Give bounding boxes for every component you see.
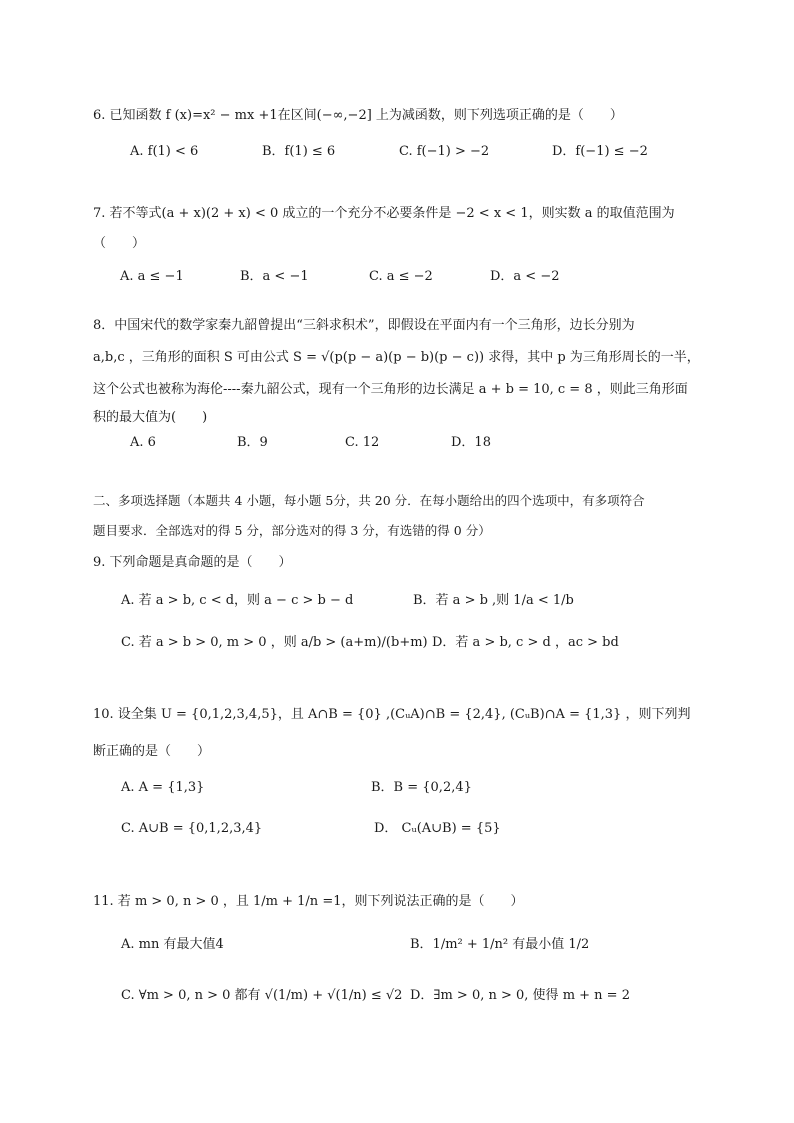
question-10-stem: 10. 设全集 U = {0,1,2,3,4,5}，且 A∩B = {0} ,(CᵤA)∩B = {2,4}, (CᵤB)∩A = {1,3} ，则下列判: [93, 707, 691, 722]
section-title-cont: 题目要求．全部选对的得 5 分，部分选对的得 3 分，有选错的得 0 分）: [93, 523, 491, 538]
question-11-option-c: C. ∀m > 0, n > 0 都有 √(1/m) + √(1/n) ≤ √2: [121, 988, 403, 1003]
question-9-option-b: B．若 a > b ,则 1/a < 1/b: [413, 593, 574, 608]
question-9-option-c: C. 若 a > b > 0, m > 0 ，则 a/b > (a+m)/(b+m): [121, 635, 428, 650]
question-11-option-d: D．∃m > 0, n > 0, 使得 m + n = 2: [410, 988, 630, 1003]
question-8-option-b: B．9: [237, 435, 268, 450]
question-10-stem-cont: 断正确的是（ ）: [93, 744, 211, 759]
question-8-option-c: C. 12: [345, 435, 380, 450]
question-6-option-a: A. f(1) < 6: [130, 144, 199, 159]
question-7-stem-cont: （ ）: [93, 236, 146, 251]
question-8-option-a: A. 6: [130, 435, 156, 450]
question-11-option-b: B．1/m² + 1/n² 有最小值 1/2: [410, 937, 590, 952]
question-9-stem: 9. 下列命题是真命题的是（ ）: [93, 555, 292, 570]
question-8-stem: 8．中国宋代的数学家秦九韶曾提出“三斜求积术”，即假设在平面内有一个三角形，边长分别为: [93, 318, 635, 333]
question-9-option-d: D．若 a > b, c > d ，ac > bd: [432, 635, 619, 650]
question-6-option-c: C. f(−1) > −2: [399, 144, 490, 159]
question-7-option-a: A. a ≤ −1: [120, 269, 184, 284]
question-10-option-d: D． Cᵤ(A∪B) = {5}: [374, 821, 501, 836]
question-8-stem-4: 积的最大值为( ): [93, 410, 208, 425]
question-6-option-d: D．f(−1) ≤ −2: [552, 144, 648, 159]
question-10-option-b: B．B = {0,2,4}: [371, 780, 472, 795]
question-10-option-a: A. A = {1,3}: [121, 780, 205, 795]
question-7-option-d: D．a < −2: [490, 269, 560, 284]
question-11-option-a: A. mn 有最大值4: [121, 937, 224, 952]
question-8-option-d: D．18: [451, 435, 491, 450]
question-8-stem-2: a,b,c ，三角形的面积 S 可由公式 S = √(p(p − a)(p − b)(p − c)) 求得，其中 p 为三角形周长的一半，: [93, 350, 700, 365]
question-7-option-b: B．a < −1: [240, 269, 309, 284]
question-6-option-b: B．f(1) ≤ 6: [262, 144, 336, 159]
question-7-stem: 7. 若不等式(a + x)(2 + x) < 0 成立的一个充分不必要条件是 −2 < x < 1，则实数 a 的取值范围为: [93, 206, 675, 221]
question-9-option-a: A. 若 a > b, c < d，则 a − c > b − d: [121, 593, 354, 608]
question-7-option-c: C. a ≤ −2: [369, 269, 433, 284]
question-11-stem: 11. 若 m > 0, n > 0 ，且 1/m + 1/n =1，则下列说法正确的是（ ）: [93, 894, 524, 909]
question-8-stem-3: 这个公式也被称为海伦----秦九韶公式，现有一个三角形的边长满足 a + b = 10, c = 8 ，则此三角形面: [93, 382, 688, 397]
section-title: 二、多项选择题（本题共 4 小题，每小题 5分，共 20 分．在每小题给出的四个选项中，有多项符合: [93, 493, 645, 508]
question-10-option-c: C. A∪B = {0,1,2,3,4}: [121, 821, 263, 836]
question-6-stem: 6. 已知函数 f (x)=x² − mx +1在区间(−∞,−2] 上为减函数，则下列选项正确的是（ ）: [93, 108, 623, 123]
